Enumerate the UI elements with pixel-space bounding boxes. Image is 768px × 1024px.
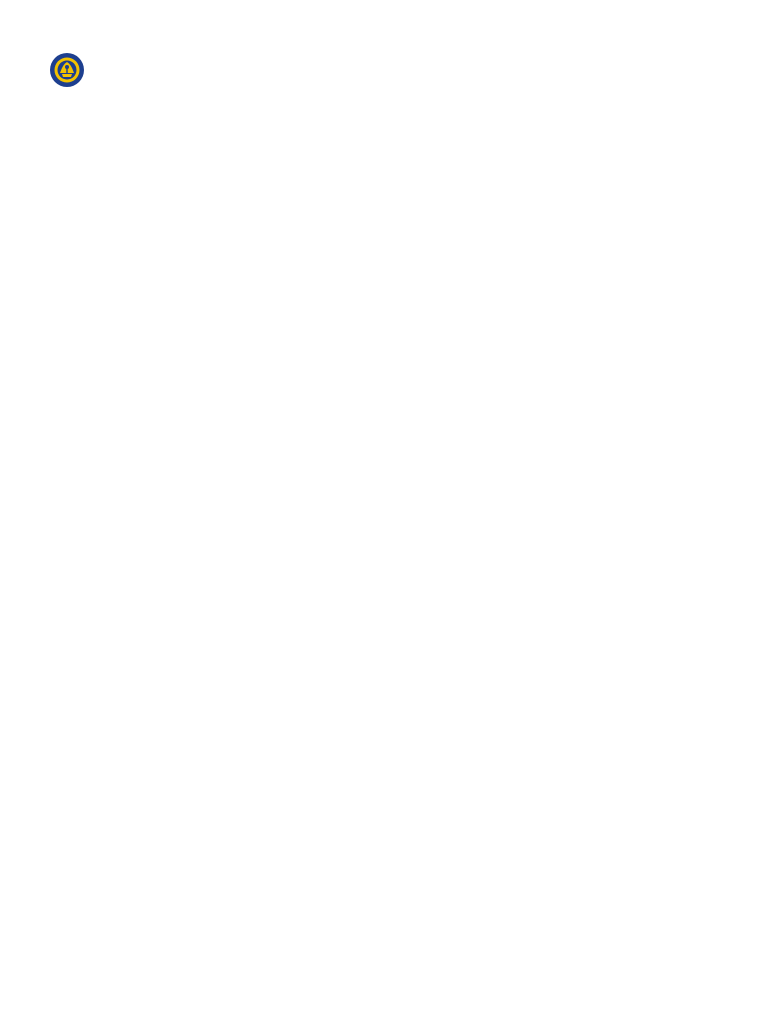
university-logo-icon [49,52,85,88]
